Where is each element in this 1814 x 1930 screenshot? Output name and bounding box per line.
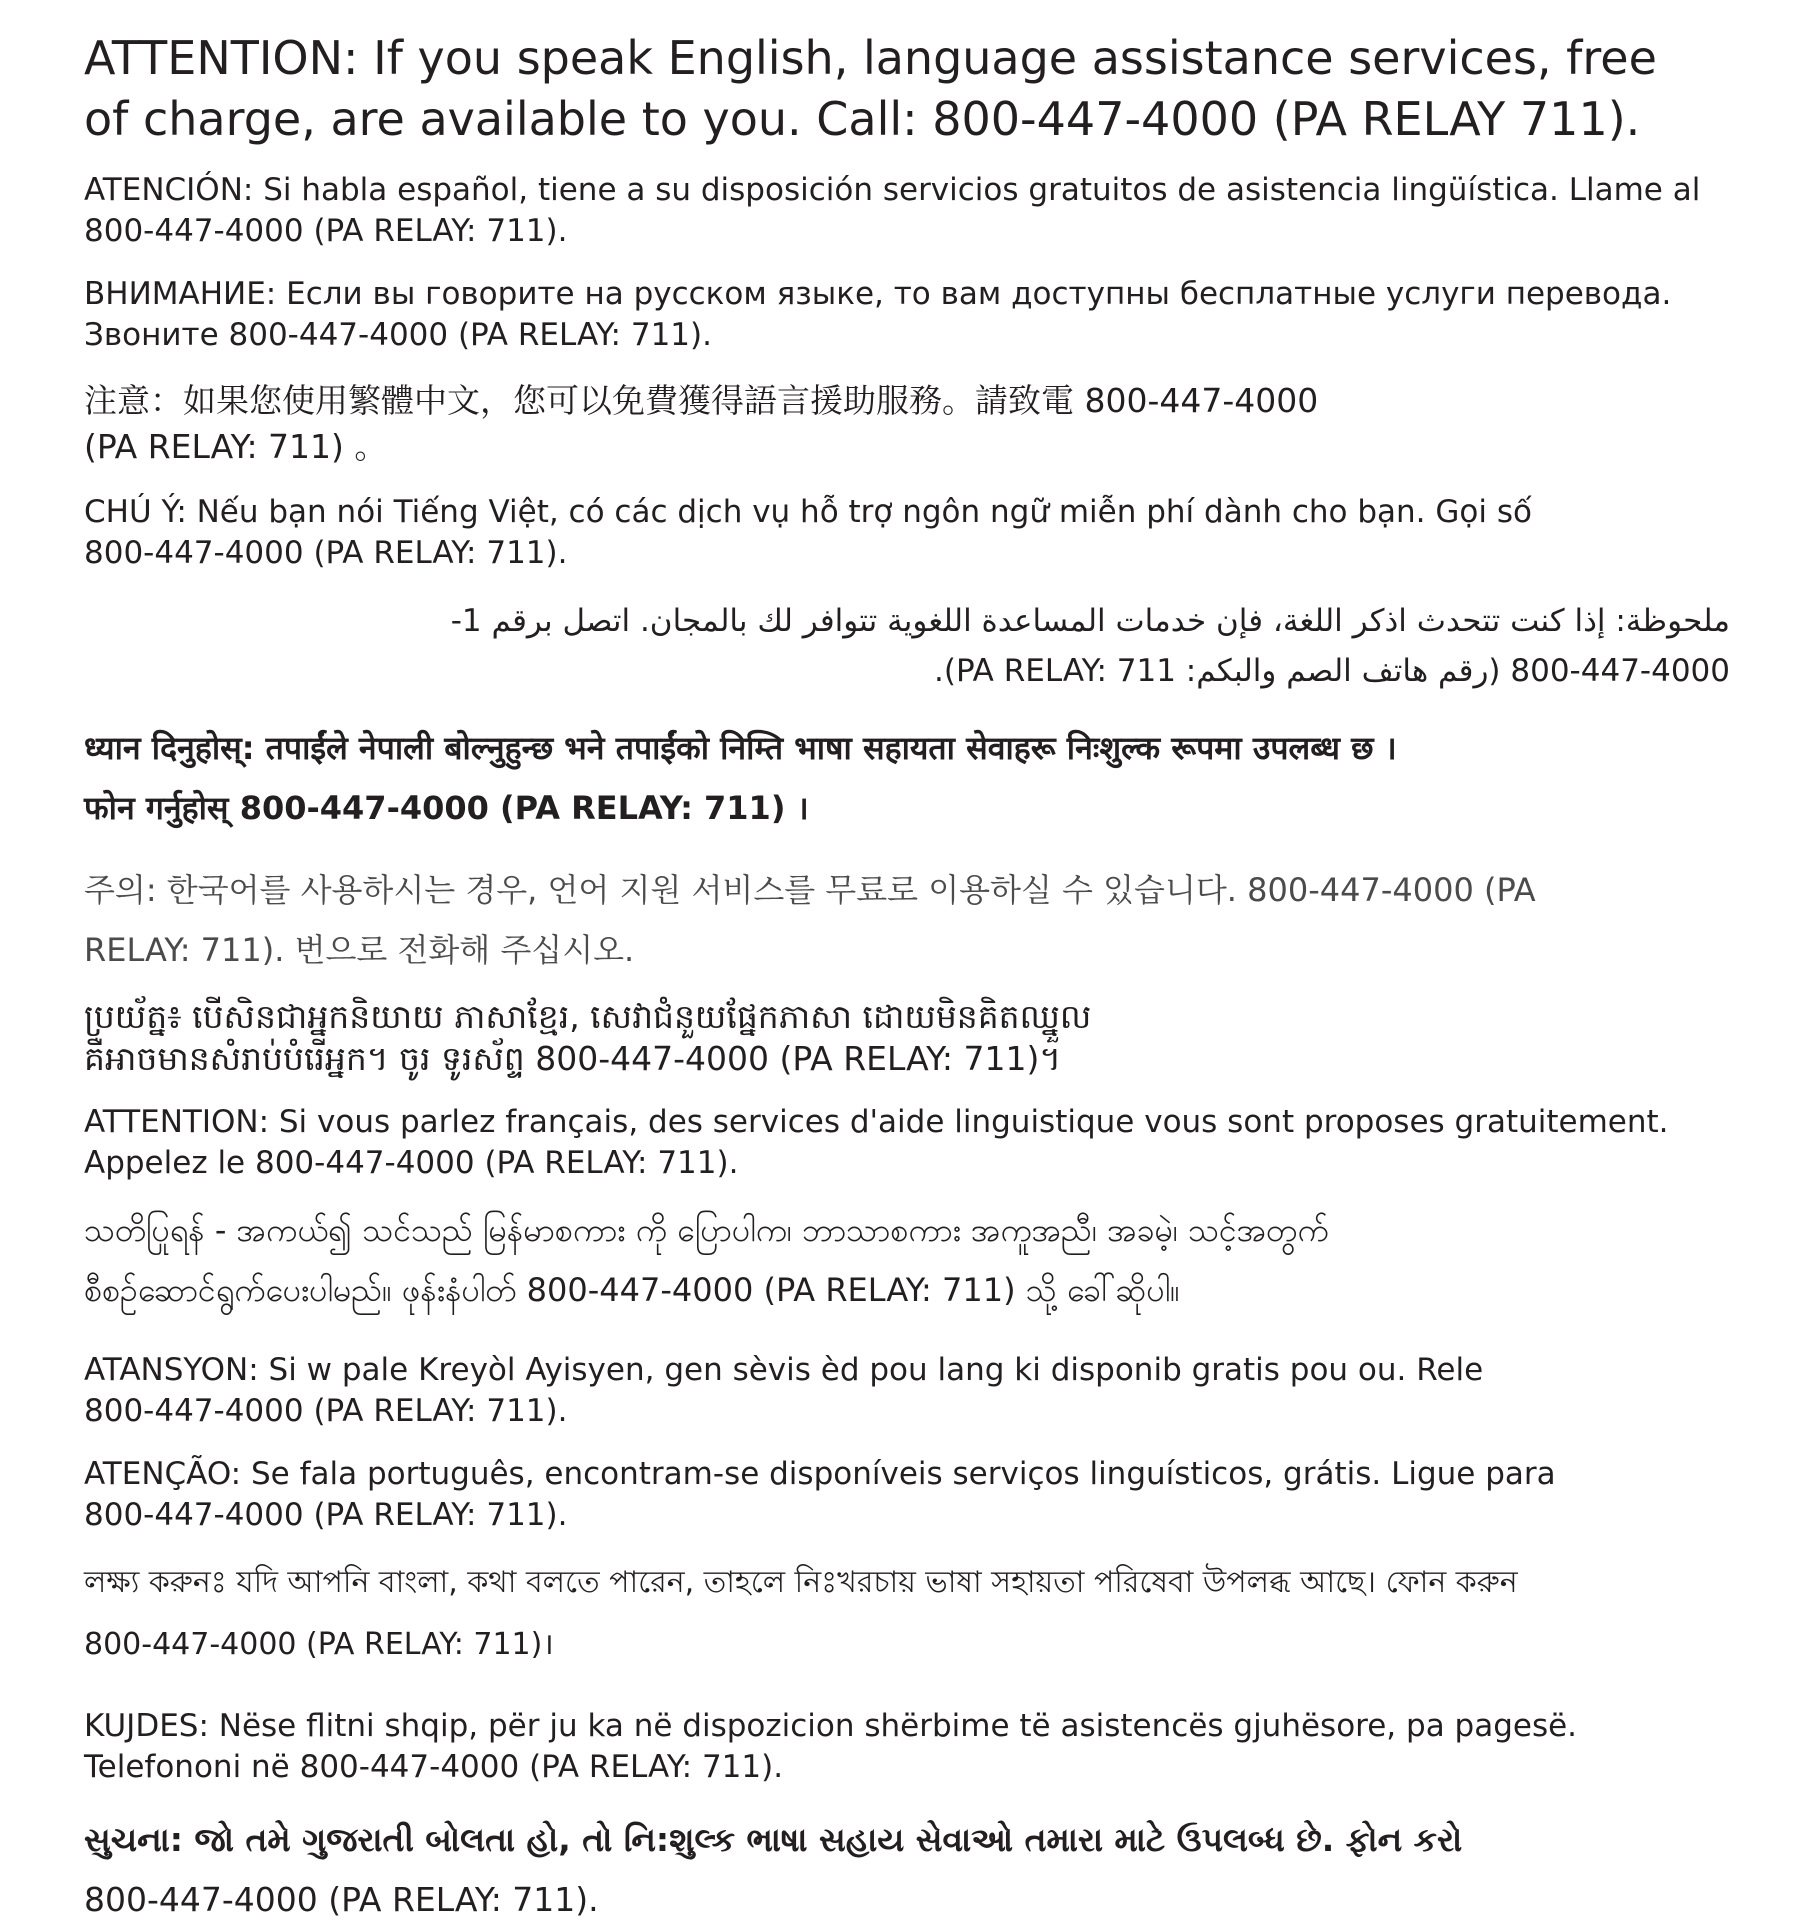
bengali-notice: [84, 1552, 1730, 1676]
spanish-notice: [84, 170, 1730, 252]
arabic-notice: [84, 596, 1730, 696]
english-notice: [84, 28, 1730, 150]
albanian-notice: [84, 1706, 1730, 1788]
bengali-notice-line-2: 800-447-4000 (PA RELAY: 711)।: [84, 1627, 554, 1662]
gujarati-notice-line-1: સુચના: જો તમે ગુજરાતી બોલતા હો, તો નિ:શુલ્ક ભાષા સહાય સેવાઓ તમારા માટે ઉપલબ્ધ છે. ફોન કરો: [84, 1820, 1463, 1859]
gujarati-notice: [84, 1810, 1730, 1930]
khmer-notice-line-2: គឺអាចមានសំរាប់បំរើអ្នក។ ចូរ ទូរស័ព្ទ 800-447-4000 (PA RELAY: 711)។: [84, 1039, 1062, 1078]
vietnamese-notice-line-1: CHÚ Ý: Nếu bạn nói Tiếng Việt, có các dịch vụ hỗ trợ ngôn ngữ miễn phí dành cho bạn. Gọi số: [84, 494, 1532, 530]
spanish-notice-line-1: ATENCIÓN: Si habla español, tiene a su disposición servicios gratuitos de asistencia lingüística. Llame al: [84, 172, 1701, 208]
burmese-notice-line-1: သတိပြုရန် - အကယ်၍ သင်သည် မြန်မာစကား ကို ပြောပါက၊ ဘာသာစကား အကူအညီ၊ အခမဲ့၊ သင့်အတွက်: [84, 1211, 1329, 1249]
chinese-notice-line-1: 注意：如果您使用繁體中文，您可以免費獲得語言援助服務。請致電 800-447-4000: [84, 381, 1319, 420]
english-notice-line-2: of charge, are available to you. Call: 800-447-4000 (PA RELAY 711).: [84, 92, 1641, 146]
russian-notice-line-1: ВНИМАНИЕ: Если вы говорите на русском языке, то вам доступны бесплатные услуги перевода.: [84, 276, 1672, 312]
nepali-notice-line-1: ध्यान दिनुहोस्: तपाईंले नेपाली बोल्नुहुन्छ भने तपाईंको निम्ति भाषा सहायता सेवाहरू निःशुल्क रूपमा उपलब्ध छ ।: [84, 729, 1397, 767]
english-notice-line-1: ATTENTION: If you speak English, language assistance services, free: [84, 31, 1657, 85]
portuguese-notice-line-2: 800-447-4000 (PA RELAY: 711).: [84, 1497, 568, 1533]
bengali-notice-line-1: লক্ষ্য করুনঃ যদি আপনি বাংলা, কথা বলতে পারেন, তাহলে নিঃখরচায় ভাষা সহায়তা পরিষেবা উপলব্ধ আছে। ফোন করুন: [84, 1565, 1518, 1600]
burmese-notice-line-2: စီစဉ်ဆောင်ရွက်ပေးပါမည်။ ဖုန်းနံပါတ် 800-447-4000 (PA RELAY: 711) သို့ ခေါ်ဆိုပါ။: [84, 1271, 1180, 1309]
khmer-notice-line-1: ប្រយ័ត្ន៖ បើសិនជាអ្នកនិយាយ ភាសាខ្មែរ, សេវាជំនួយផ្នែកភាសា ដោយមិនគិតឈ្នួល: [84, 997, 1092, 1036]
chinese-notice-line-2: (PA RELAY: 711) 。: [84, 427, 388, 466]
albanian-notice-line-1: KUJDES: Nëse flitni shqip, për ju ka në dispozicion shërbime të asistencës gjuhësore, pa pagesë.: [84, 1708, 1578, 1744]
french-notice-line-1: ATTENTION: Si vous parlez français, des services d'aide linguistique vous sont proposes gratuitement.: [84, 1104, 1669, 1140]
khmer-notice: [84, 996, 1730, 1080]
vietnamese-notice-line-2: 800-447-4000 (PA RELAY: 711).: [84, 535, 568, 571]
haitian-creole-notice-line-2: 800-447-4000 (PA RELAY: 711).: [84, 1393, 568, 1429]
russian-notice: [84, 274, 1730, 356]
vietnamese-notice: [84, 492, 1730, 574]
nepali-notice: [84, 718, 1730, 838]
burmese-notice: [84, 1200, 1730, 1320]
arabic-notice-line-1: ملحوظة: إذا كنت تتحدث اذكر اللغة، فإن خدمات المساعدة اللغوية تتوافر لك بالمجان. اتصل برقم 1-: [450, 603, 1730, 639]
korean-notice-line-1: 주의: 한국어를 사용하시는 경우, 언어 지원 서비스를 무료로 이용하실 수 있습니다. 800-447-4000 (PA: [84, 871, 1536, 909]
haitian-creole-notice-line-1: ATANSYON: Si w pale Kreyòl Ayisyen, gen sèvis èd pou lang ki disponib gratis pou ou. Rele: [84, 1352, 1484, 1388]
nepali-notice-line-2: फोन गर्नुहोस् 800-447-4000 (PA RELAY: 711) ।: [84, 789, 809, 827]
haitian-creole-notice: [84, 1350, 1730, 1432]
french-notice: [84, 1102, 1730, 1184]
spanish-notice-line-2: 800-447-4000 (PA RELAY: 711).: [84, 213, 568, 249]
french-notice-line-2: Appelez le 800-447-4000 (PA RELAY: 711).: [84, 1145, 739, 1181]
albanian-notice-line-2: Telefononi në 800-447-4000 (PA RELAY: 711).: [84, 1749, 784, 1785]
gujarati-notice-line-2: 800-447-4000 (PA RELAY: 711).: [84, 1880, 599, 1919]
portuguese-notice: [84, 1454, 1730, 1536]
arabic-notice-line-2: 800-447-4000 (رقم هاتف الصم والبكم: PA RELAY: 711).: [934, 653, 1730, 689]
chinese-notice: [84, 378, 1730, 470]
korean-notice-line-2: RELAY: 711). 번으로 전화해 주십시오.: [84, 931, 635, 969]
portuguese-notice-line-1: ATENÇÃO: Se fala português, encontram-se disponíveis serviços linguísticos, grátis. Ligue para: [84, 1456, 1556, 1492]
korean-notice: [84, 860, 1730, 980]
russian-notice-line-2: Звоните 800-447-4000 (PA RELAY: 711).: [84, 317, 712, 353]
